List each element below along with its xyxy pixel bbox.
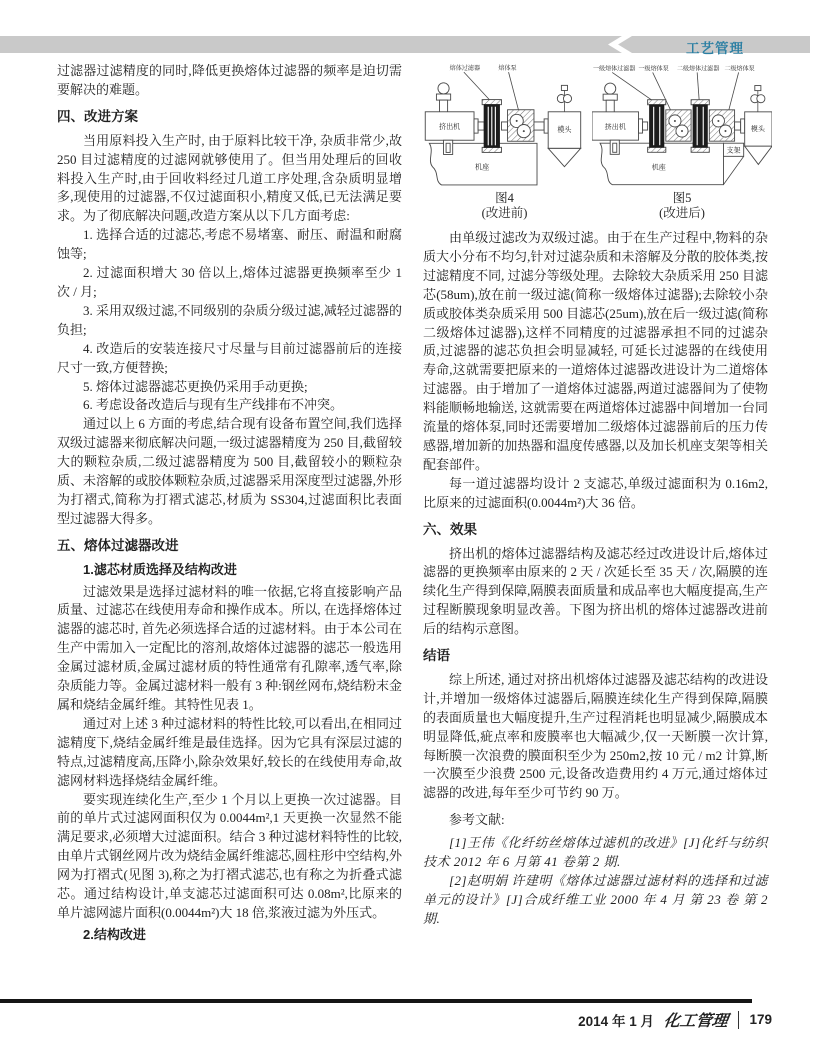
list-item: 5. 熔体过滤器滤芯更换仍采用手动更换; [83,378,308,394]
list-item: 1. 选择合适的过滤芯,考虑不易堵塞、耐压、耐温和耐腐蚀等; [57,227,402,262]
list-item: 4. 改造后的安装连接尺寸尽量与目前过滤器前后的连接尺寸一致,方便替换; [57,340,402,375]
page-footer [0,999,816,1031]
pump1-label: 一级熔体泵 [638,66,669,73]
stage1-filter [650,105,664,147]
heading-5-1: 1.滤芯材质选择及结构改进 [83,561,237,577]
chevron-left-icon [608,36,632,53]
base-label: 机座 [651,164,666,172]
figure-4-drawing [423,62,586,189]
list-item: 6. 考虑设备改造后与现有生产线排布不冲突。 [83,397,344,413]
header-band [0,36,810,56]
reference-item: [2]赵明娟 许建明《熔体过滤器过滤材料的选择和过滤单元的设计》[J]合成纤维工业 2000 年 4 月 第 23 卷 第 2 期. [423,873,768,926]
paragraph: 过滤效果是选择过滤材料的唯一依据,它将直接影响产品质量、过滤芯在线使用寿命和操作成本。所以, 在选择熔体过滤器的滤芯时, 首先必须选择合适的过滤材料。由于本公司在生产中需加入一定配比的溶剂,故熔体过滤器的滤芯一般选用金属过滤材质,金属过滤材质的特性通常有孔隙率,透气率,除杂质能力等。金属过滤材料一般有 3 种:钢丝网布,烧结粉末金属和烧结金属纤维。其特性见表 1。 [57,583,402,712]
left-column [57,62,402,948]
footer-separator [738,1011,740,1029]
paragraph: 由单级过滤改为双级过滤。由于在生产过程中,物料的杂质大小分布不均匀,针对过滤杂质和未溶解及分散的胶体类,按过滤精度不同, 过滤分等级处理。去除较大杂质采用 250 目滤芯(58um),放在前一级过滤(简称一级熔体过滤器);去除较小杂质或胶体类杂质采用 500 目滤芯(25um),放在后一级过滤(简称二级熔体过滤器),这样不同精度的过滤器承担不同的过滤杂质,过滤器的滤芯负担会明显减轻, 可延长过滤器的在线使用寿命,这就需要把原来的一道熔体过滤器改进设计为二道熔体过滤器。由于增加了一道熔体过滤器,两道过滤器间为了使物料能顺畅地输送, 这就需要在两道熔体过滤器中间增加一台同流量的熔体泵,同时还需要增加二级熔体过滤器前后的压力传感器,增加新的加热器和温度传感器,以及加长机座支架等相关配套部件。 [423,230,768,472]
paragraph-intro: 过滤器过滤精度的同时,降低更换熔体过滤器的频率是迫切需要解决的难题。 [57,63,402,97]
footer-rule [0,999,752,1003]
filter2-label: 二级熔体过滤器 [676,66,720,73]
heading-conclusion: 结语 [423,648,450,664]
list-item: 3. 采用双级过滤,不同级别的杂质分级过滤,减轻过滤器的负担; [57,302,402,337]
figure-5-drawing [592,62,772,189]
reference-item: [1]王伟《化纤纺丝熔体过滤机的改进》[J]化纤与纺织技术 2012 年 6 月第 41 卷第 2 期. [423,835,769,870]
section-tag: 工艺管理 [686,41,744,56]
paragraph: 综上所述, 通过对挤出机熔体过滤器及滤芯结构的改进设计,并增加一级熔体过滤器后,隔膜连续化生产得到保障,隔膜的表面质量也大幅度提升,生产过程消耗也明显减少,隔膜成本明显降低,疵点率和废膜率也大幅减少,仅一天断膜一次计算,每断膜一次浪费的膜面积至少为 250m2,按 10 元 / m2 计算,断一次膜至少浪费 2500 元,设备改造费用约 4 万元,通过熔体过滤器的改进,每年至少可节约 90 万。 [423,671,768,801]
paragraph: 通过以上 6 方面的考虑,结合现有设备布置空间,我们选择双级过滤器来彻底解决问题,一级过滤器精度为 250 目,截留较大的颗粒杂质,二级过滤器精度为 500 目,截留较小的颗粒杂质、未溶解的或胶体颗粒杂质,过滤器采用深度型过滤器,外形为打褶式,简称为打褶式滤芯,材质为 SS304,过滤面积比表面型过滤器大得多。 [57,416,402,526]
right-column [423,62,768,948]
figures-row [423,62,768,221]
paragraph: 要实现连续化生产,至少 1 个月以上更换一次过滤器。目前的单片式过滤网面积仅为 0.0044m²,1 天更换一次显然不能满足要求,必须增大过滤面积。结合 3 种过滤材料特性的比较,由单片式钢丝网片改为烧结金属纤维滤芯,圆柱形中空结构,外网为打褶式(见图 3),称之为打褶式滤芯,也有称之为折叠式滤芯。通过结构设计,单支滤芯过滤面积可达 0.08m²,比原来的单片滤网滤片面积(0.0044m²)大 18 倍,浆液过滤为外压式。 [57,791,402,920]
pump2-label: 二级熔体泵 [724,66,755,73]
extruder-label: 挤出机 [438,123,461,132]
heading-section-6: 六、效果 [423,521,477,537]
figure-5-caption: 图5 [672,191,692,205]
page-content [57,62,769,948]
paragraph: 通过对上述 3 种过滤材料的特性比较,可以看出,在相同过滤精度下,烧结金属纤维是最佳选择。因为它具有深层过滤的特点,过滤精度高,压降小,除杂效果好,较长的在线使用寿命,故滤网材料选择烧结金属纤维。 [57,715,402,788]
support-label: 支架 [726,147,741,155]
heading-5-2: 2.结构改进 [83,926,146,942]
stage2-filter [693,105,707,147]
heading-section-4: 四、改进方案 [57,108,138,124]
paragraph: 挤出机的熔体过滤器结构及滤芯经过改进设计后,熔体过滤器的更换频率由原来的 2 天 / 次延长至 35 天 / 次,隔膜的连续化生产得到保障,隔膜表面质量和成品率也大幅度提高,生产过程断膜现象明显改善。下图为挤出机的熔体过滤器改进前后的结构示意图。 [423,545,768,637]
paragraph: 每一道过滤器均设计 2 支滤芯,单级过滤面积为 0.16m2,比原来的过滤面积(0.0044m²)大 36 倍。 [423,475,768,510]
page-number: 179 [749,1012,772,1027]
die-label: 模头 [557,126,572,135]
extruder-motor [605,83,616,94]
figure-4 [423,62,586,221]
figure-4-caption: 图4 [495,191,514,205]
paragraph: 当用原料投入生产时, 由于原料比较干净, 杂质非常少,故 250 目过滤精度的过滤网就够使用了。但当用处理后的回收料投入生产时,由于回收料经过几道工序处理,含杂质明显增多,现使用的过滤器,不仅过滤面积小,精度又低,已无法满足要求。为了彻底解决问题,改造方案从以下几方面考虑: [57,132,402,224]
figure-5-subcaption: (改进后) [659,206,705,220]
heading-references: 参考文献: [449,812,505,828]
base-label: 机座 [475,163,490,172]
journal-logo: 化工管理 [662,1011,730,1030]
extruder-motor [438,83,449,94]
footer-date: 2014 年 1 月 [578,1013,654,1029]
pump-label: 熔体泵 [498,65,517,73]
die-label: 模头 [750,126,765,134]
list-item: 2. 过滤面积增大 30 倍以上,熔体过滤器更换频率至少 1 次 / 月; [57,265,402,299]
filter-label: 熔体过滤器 [449,65,481,73]
figure-5 [592,62,772,221]
filter1-label: 一级熔体过滤器 [593,66,636,73]
extruder-label: 挤出机 [604,124,626,132]
heading-section-5: 五、熔体过滤器改进 [57,537,179,553]
figure-4-subcaption: (改进前) [481,206,528,220]
